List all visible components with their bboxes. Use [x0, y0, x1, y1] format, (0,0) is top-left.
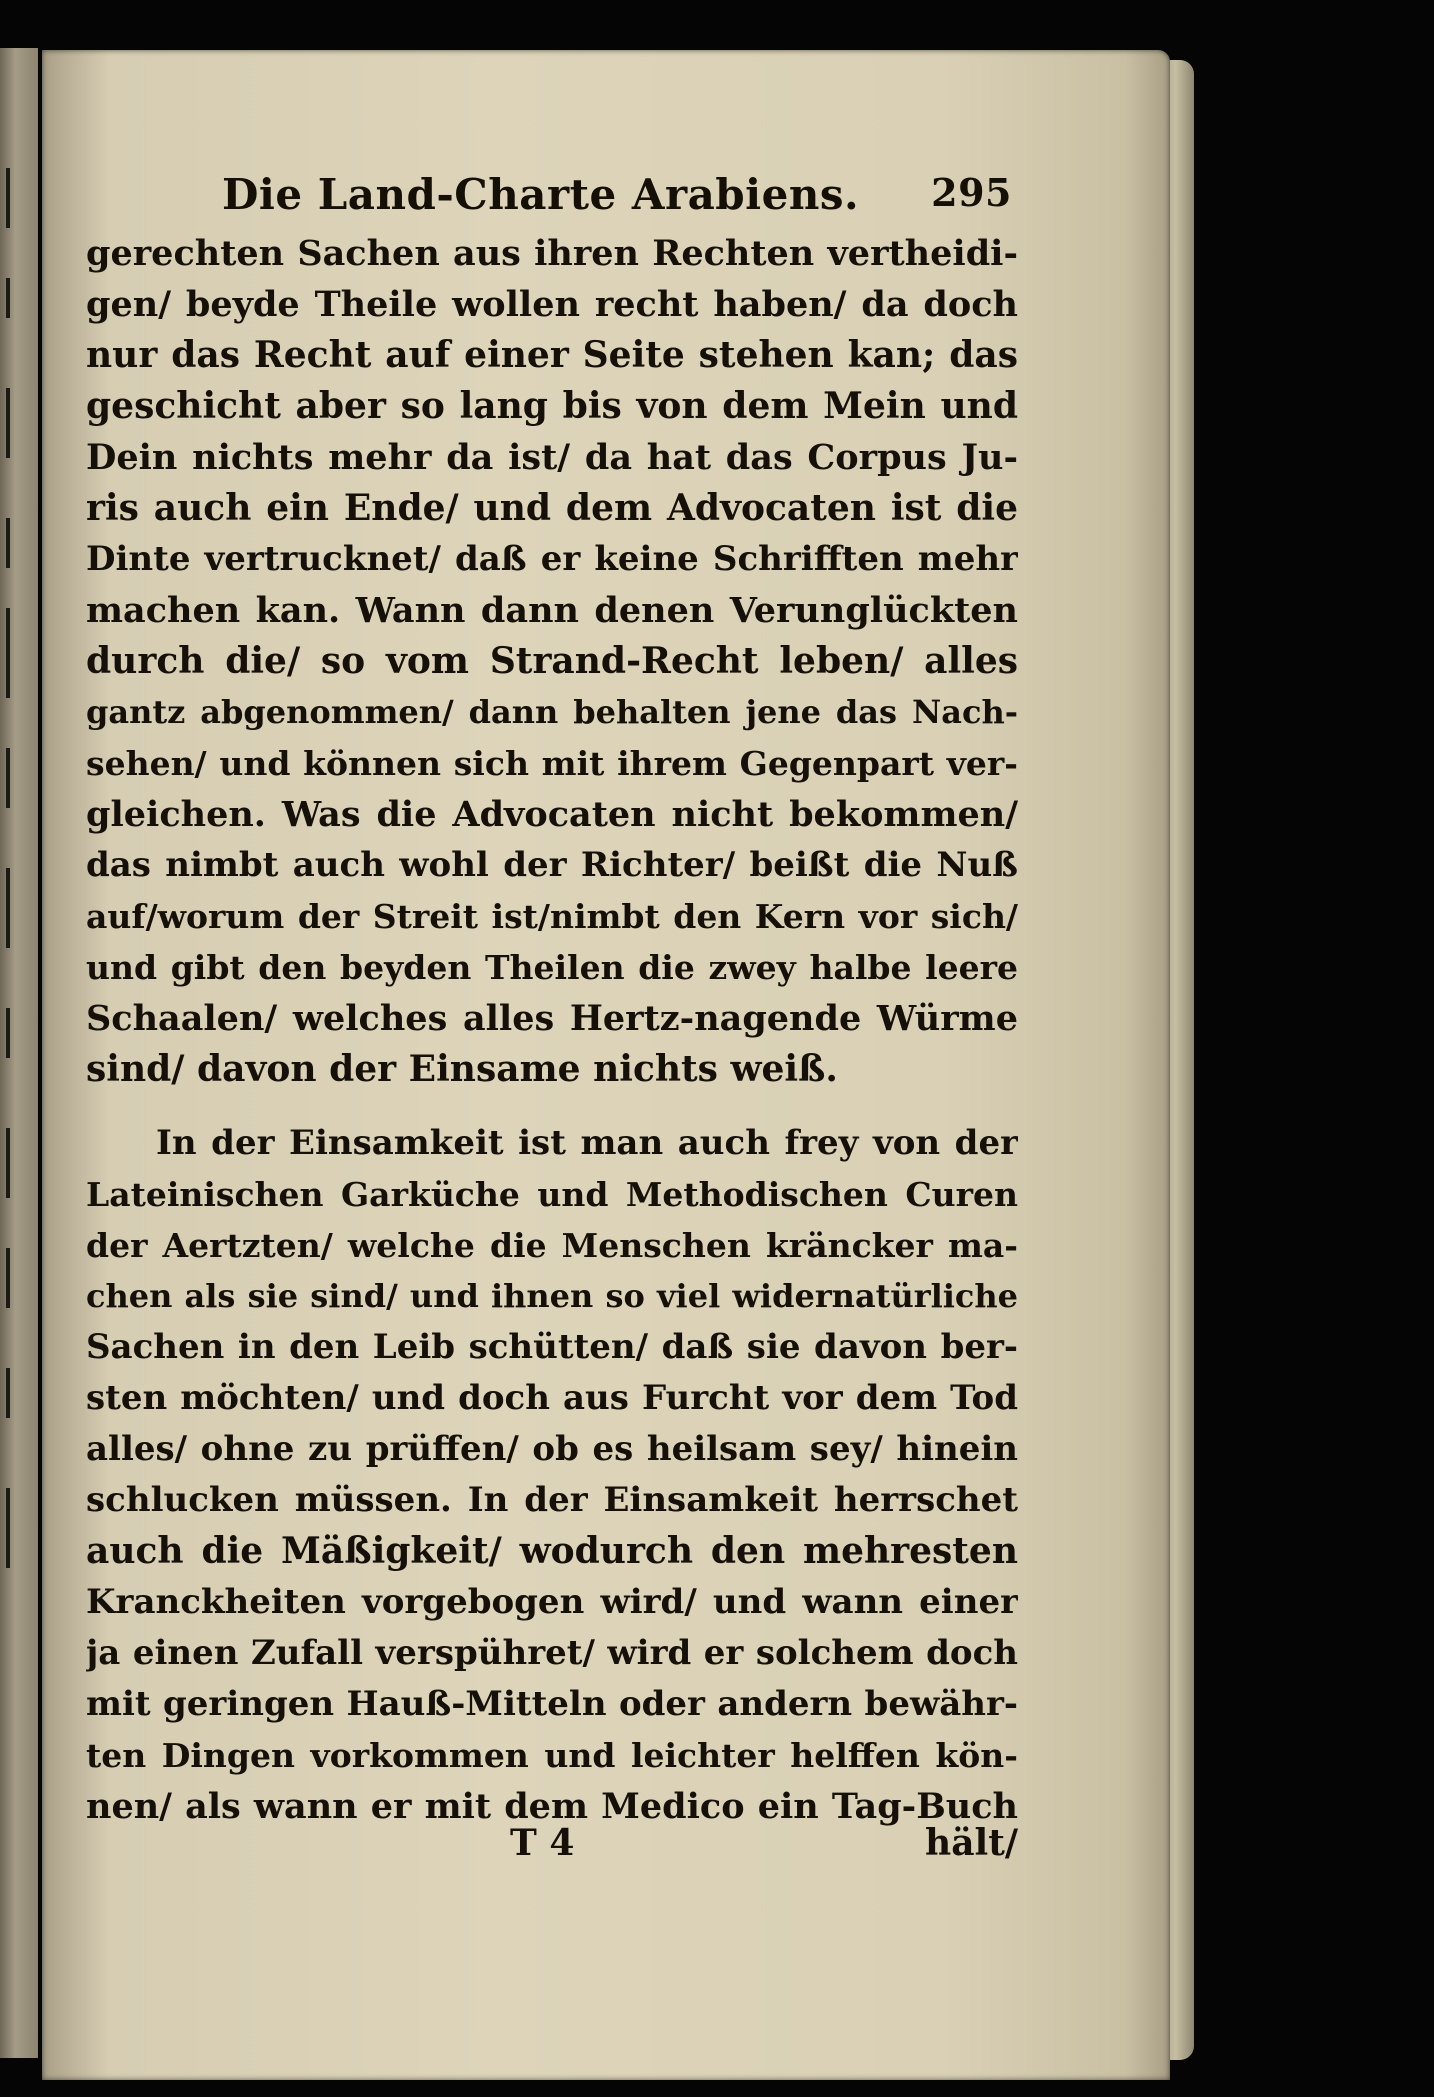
text-line: auch die Mäßigkeit/ wodurch den mehresten — [86, 1530, 1018, 1572]
text-line: das nimbt auch wohl der Richter/ beißt die Nuß — [86, 845, 1018, 885]
text-line: Sachen in den Leib schütten/ daß sie davon ber- — [86, 1327, 1018, 1367]
text-line: und gibt den beyden Theilen die zwey halbe leere — [86, 948, 1018, 987]
text-line: geschicht aber so lang bis von dem Mein und — [86, 385, 1018, 427]
text-line: sten möchten/ und doch aus Furcht vor dem Tod — [86, 1378, 1018, 1418]
text-line: nur das Recht auf einer Seite stehen kan; das — [86, 334, 1018, 376]
page-header — [222, 170, 1012, 230]
facing-page-edge — [0, 48, 38, 2058]
text-line: In der Einsamkeit ist man auch frey von der — [156, 1123, 1018, 1163]
text-line: Dein nichts mehr da ist/ da hat das Corpus Ju- — [86, 437, 1018, 478]
text-line: der Aertzten/ welche die Menschen kräncker ma- — [86, 1226, 1018, 1265]
text-line: gen/ beyde Theile wollen recht haben/ da doch — [86, 284, 1018, 325]
page-number: 295 — [931, 170, 1012, 215]
text-line: durch die/ so vom Strand-Recht leben/ alles — [86, 640, 1018, 682]
running-title: Die Land-Charte Arabiens. — [222, 170, 860, 219]
text-line: sind/ davon der Einsame nichts weiß. — [86, 1048, 838, 1090]
text-line: sehen/ und können sich mit ihrem Gegenpart ver- — [86, 744, 1018, 783]
catchword: hält/ — [925, 1822, 1018, 1864]
paragraph-1 — [86, 228, 1018, 1095]
page-footer — [510, 1822, 1018, 1878]
signature-mark: T 4 — [510, 1822, 575, 1864]
text-line: Kranckheiten vorgebogen wird/ und wann einer — [86, 1582, 1018, 1622]
paragraph-2 — [86, 1118, 1018, 1832]
text-line: machen kan. Wann dann denen Verunglückten — [86, 590, 1018, 631]
text-line: ten Dingen vorkommen und leichter helffen kön- — [86, 1736, 1018, 1775]
text-line: gerechten Sachen aus ihren Rechten vertheidi- — [86, 233, 1018, 274]
text-line: ris auch ein Ende/ und dem Advocaten ist die — [86, 487, 1018, 529]
text-line: nen/ als wann er mit dem Medico ein Tag-Buch — [86, 1786, 1018, 1827]
text-line: Schaalen/ welches alles Hertz-nagende Würme — [86, 998, 1018, 1039]
text-line: Lateinischen Garküche und Methodischen Curen — [86, 1175, 1018, 1214]
text-line: chen als sie sind/ und ihnen so viel widernatürliche — [86, 1277, 1018, 1315]
text-line: gantz abgenommen/ dann behalten jene das Nach- — [86, 693, 1018, 731]
text-line: schlucken müssen. In der Einsamkeit herrschet — [86, 1480, 1018, 1520]
text-line: ja einen Zufall verspühret/ wird er solchem doch — [86, 1633, 1018, 1673]
text-line: Dinte vertrucknet/ daß er keine Schrifften mehr — [86, 539, 1018, 579]
text-line: gleichen. Was die Advocaten nicht bekommen/ — [86, 794, 1018, 835]
text-line: alles/ ohne zu prüffen/ ob es heilsam sey/ hinein — [86, 1429, 1018, 1469]
text-line: mit geringen Hauß-Mitteln oder andern bewähr- — [86, 1684, 1018, 1724]
text-line: auf/worum der Streit ist/nimbt den Kern vor sich/ — [86, 897, 1018, 936]
